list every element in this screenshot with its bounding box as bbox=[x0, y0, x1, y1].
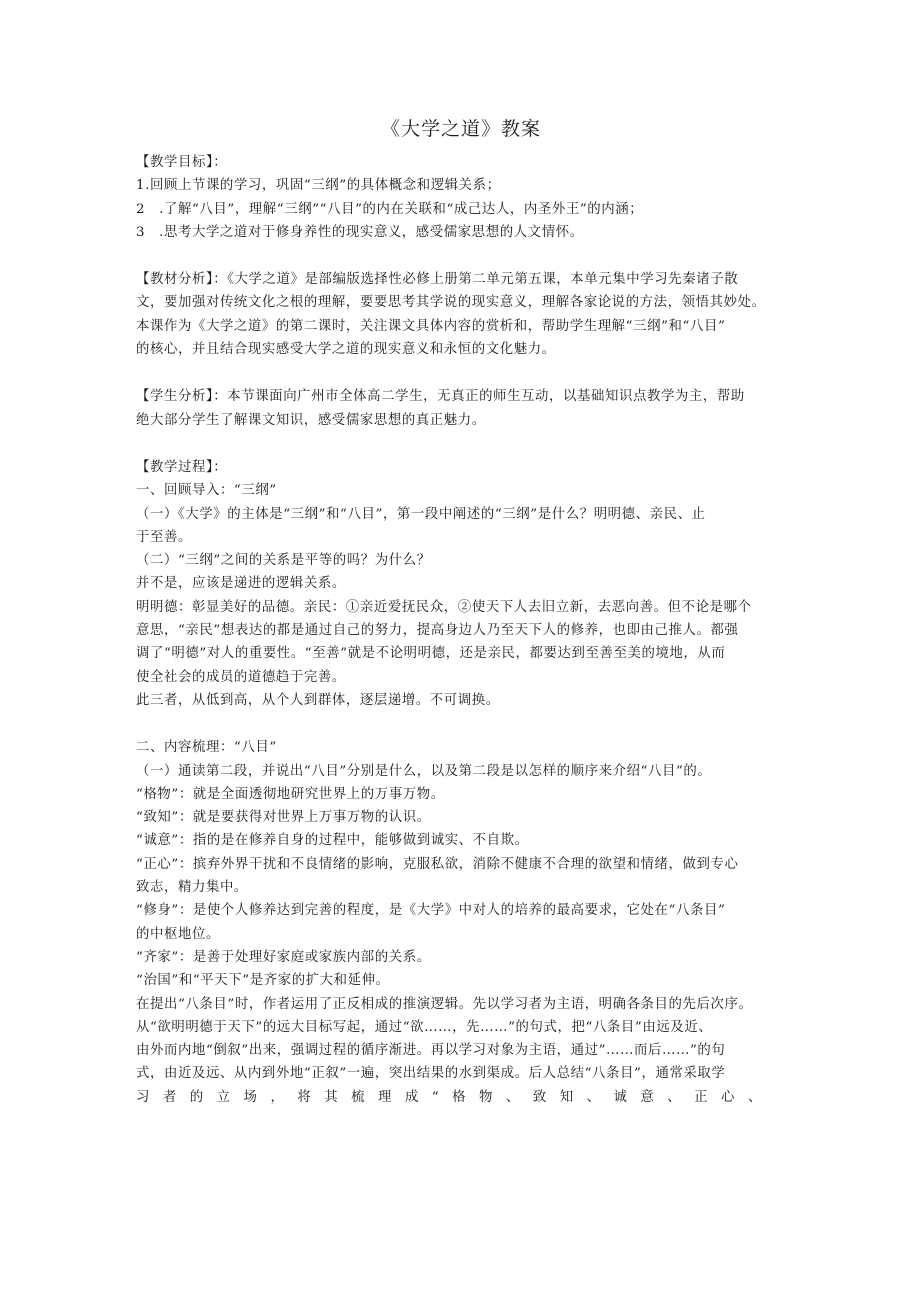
page-title: 《大学之道》教案 bbox=[380, 118, 541, 140]
process-line: 使全社会的成员的道德趋于完善。 bbox=[136, 669, 346, 685]
process-line: 调了“明德”对人的重要性。“至善”就是不论明明德，还是亲民，都要达到至善至美的境地，从而 bbox=[136, 646, 726, 662]
material-analysis-line: 的核心，并且结合现实感受大学之道的现实意义和永恒的文化魅力。 bbox=[136, 342, 556, 358]
process-line: 致志，精力集中。 bbox=[136, 880, 248, 896]
process-line: “正心”：摈弃外界干扰和不良情绪的影响，克服私欲，消除不健康不合理的欲望和情绪，做到专心 bbox=[136, 856, 739, 872]
objective-item: 1.回顾上节课的学习，巩固“三纲”的具体概念和逻辑关系； bbox=[136, 178, 501, 194]
objective-item: 2 .了解“八目”，理解“三纲”“八目”的内在关联和“成己达人，内圣外王”的内涵； bbox=[136, 201, 644, 217]
process-line: 在提出“八条目”时，作者运用了正反相成的推演逻辑。先以学习者为主语，明确各条目的先后次序。 bbox=[136, 996, 753, 1012]
process-line: “诚意”：指的是在修养自身的过程中，能够做到诚实、不自欺。 bbox=[136, 833, 529, 849]
process-line: （二）“三纲”之间的关系是平等的吗？为什么？ bbox=[136, 553, 431, 569]
section-heading-review: 一、回顾导入：“三纲” bbox=[136, 483, 277, 499]
section-heading-content: 二、内容梳理：“八目” bbox=[136, 740, 277, 756]
process-line: （一）《大学》的主体是“三纲”和“八目”，第一段中阐述的“三纲”是什么？明明德、亲民、止 bbox=[136, 506, 706, 522]
process-line: “治国”和“平天下”是齐家的扩大和延伸。 bbox=[136, 973, 390, 989]
process-line: 式，由近及远、从内到外地“正叙”一遍，突出结果的水到渠成。后人总结“八条目”，通常采取学 bbox=[136, 1066, 726, 1082]
material-analysis-line: 【教材分析】：《大学之道》是部编版选择性必修上册第二单元第五课，本单元集中学习先秦诸子散 bbox=[136, 272, 739, 288]
process-line: 意思，“亲民”想表达的都是通过自己的努力，提高身边人乃至天下人的修养，也即由己推人。都强 bbox=[136, 623, 739, 639]
process-line: “致知”：就是要获得对世界上万事万物的认识。 bbox=[136, 810, 431, 826]
process-line: 从“欲明明德于天下”的远大目标写起，通过“欲……，先……”的句式，把“八条目”由远及近、 bbox=[136, 1019, 713, 1035]
process-line: 习者的立场，将其梳理成“格物、致知、诚意、正心、 bbox=[136, 1089, 775, 1105]
process-line: 并不是，应该是递进的逻辑关系。 bbox=[136, 576, 346, 592]
process-line: 由外而内地“倒叙”出来，强调过程的循序渐进。再以学习对象为主语，通过”……而后……”的句 bbox=[136, 1043, 726, 1059]
material-analysis-line: 本课作为《大学之道》的第二课时，关注课文具体内容的赏析和，帮助学生理解“三纲”和“八目” bbox=[136, 318, 726, 334]
process-line: 此三者，从低到高，从个人到群体，逐层递增。不可调换。 bbox=[136, 692, 500, 708]
lesson-plan-page bbox=[136, 110, 786, 1109]
process-line: “齐家”：是善于处理好家庭或家族内部的关系。 bbox=[136, 949, 431, 965]
process-heading: 【教学过程】： bbox=[136, 459, 228, 475]
objective-item: 3 .思考大学之道对于修身养性的现实意义，感受儒家思想的人文情怀。 bbox=[136, 224, 584, 240]
process-line: 于至善。 bbox=[136, 529, 192, 545]
process-line: “格物”：就是全面透彻地研究世界上的万事万物。 bbox=[136, 786, 445, 802]
process-line: “修身”：是使个人修养达到完善的程度，是《大学》中对人的培养的最高要求，它处在“八条目” bbox=[136, 903, 726, 919]
student-analysis-line: 【学生分析】：本节课面向广州市全体高二学生，无真正的师生互动，以基础知识点教学为主，帮助 bbox=[136, 389, 745, 405]
objectives-heading: 【教学目标】： bbox=[136, 155, 228, 170]
student-analysis-line: 绝大部分学生了解课文知识，感受儒家思想的真正魅力。 bbox=[136, 412, 486, 428]
process-line: 明明德：彰显美好的品德。亲民：①亲近爱抚民众，②使天下人去旧立新，去恶向善。但不论是哪个 bbox=[136, 599, 752, 615]
process-line: （一）通读第二段，并说出“八目”分别是什么，以及第二段是以怎样的顺序来介绍“八目”的。 bbox=[136, 763, 712, 779]
material-analysis-line: 文，要加强对传统文化之根的理解，要要思考其学说的现实意义，理解各家论说的方法，领悟其妙处。 bbox=[136, 295, 766, 311]
process-line: 的中枢地位。 bbox=[136, 926, 220, 942]
